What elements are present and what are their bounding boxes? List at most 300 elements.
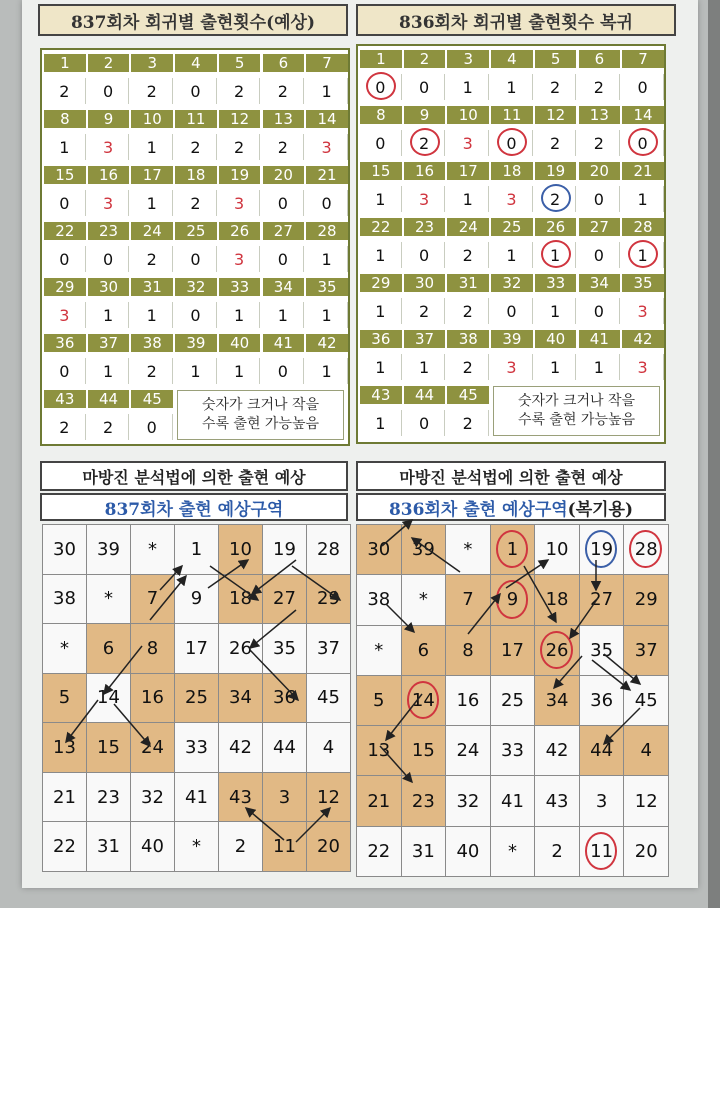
count-value: 2 (219, 78, 261, 104)
number-header: 13 (263, 110, 305, 128)
count-value: 3 (622, 298, 664, 324)
magic-cell: 25 (174, 673, 219, 724)
magic-cell: 23 (401, 775, 447, 826)
number-header: 40 (219, 334, 261, 352)
magic-cell: 24 (445, 725, 491, 776)
count-value: 1 (131, 302, 173, 328)
magic-cell: * (174, 821, 219, 872)
magic-cell: 36 (262, 673, 307, 724)
count-value: 3 (219, 246, 261, 272)
arrow-line (104, 646, 142, 694)
count-value: 1 (491, 242, 533, 268)
number-header: 2 (404, 50, 446, 68)
magic-cell: * (130, 524, 175, 575)
number-header: 16 (88, 166, 130, 184)
magic-cell: 33 (174, 722, 219, 773)
magic-cell: 37 (306, 623, 351, 674)
magic-cell: 10 (534, 524, 580, 575)
count-value: 3 (44, 302, 86, 328)
count-value: 1 (535, 298, 577, 324)
magic-cell: 39 (401, 524, 447, 575)
number-header: 19 (219, 166, 261, 184)
magic-cell: 25 (490, 675, 536, 726)
count-value: 2 (447, 354, 489, 380)
magic-cell: * (401, 574, 447, 625)
count-value: 3 (491, 354, 533, 380)
count-value: 1 (131, 190, 173, 216)
arrow-line (292, 566, 340, 600)
count-value: 2 (447, 242, 489, 268)
count-value: 1 (360, 242, 402, 268)
count-value: 1 (360, 298, 402, 324)
count-value: 2 (404, 130, 446, 156)
count-value: 0 (263, 190, 305, 216)
arrow-line (114, 704, 150, 746)
arrow-line (554, 656, 582, 688)
magic-cell: 2 (534, 826, 580, 877)
count-value: 0 (131, 414, 173, 440)
number-header: 5 (219, 54, 261, 72)
magic-cell: 40 (445, 826, 491, 877)
number-header: 23 (404, 218, 446, 236)
count-value: 0 (44, 358, 86, 384)
count-value: 1 (219, 358, 261, 384)
count-value: 0 (44, 190, 86, 216)
number-header: 7 (622, 50, 664, 68)
count-value: 2 (88, 414, 130, 440)
count-value: 0 (579, 186, 621, 212)
magic-cell: 1 (490, 524, 536, 575)
count-value: 3 (404, 186, 446, 212)
count-value: 1 (491, 74, 533, 100)
magic-cell: 7 (130, 574, 175, 625)
magic-cell: 7 (445, 574, 491, 625)
count-value: 3 (88, 190, 130, 216)
magic-cell: 42 (534, 725, 580, 776)
number-header: 44 (404, 386, 446, 404)
magic-cell: 26 (218, 623, 263, 674)
number-header: 38 (447, 330, 489, 348)
count-value: 0 (175, 78, 217, 104)
count-value: 0 (175, 302, 217, 328)
right-magic-subtitle-tail: (복기용) (567, 499, 634, 520)
magic-cell: 18 (218, 574, 263, 625)
number-header: 25 (491, 218, 533, 236)
magic-cell: 28 (306, 524, 351, 575)
number-header: 2 (88, 54, 130, 72)
count-value: 0 (263, 358, 305, 384)
magic-cell: 9 (490, 574, 536, 625)
number-header: 41 (579, 330, 621, 348)
number-header: 45 (131, 390, 173, 408)
count-value: 0 (622, 74, 664, 100)
count-value: 0 (404, 74, 446, 100)
number-header: 7 (306, 54, 348, 72)
arrow-line (250, 650, 298, 700)
magic-cell: 22 (42, 821, 87, 872)
number-header: 43 (44, 390, 86, 408)
count-value: 2 (535, 186, 577, 212)
count-value: 2 (535, 130, 577, 156)
count-value: 1 (306, 302, 348, 328)
magic-cell: 39 (86, 524, 131, 575)
count-value: 1 (447, 186, 489, 212)
count-value: 0 (88, 246, 130, 272)
count-value: 0 (306, 190, 348, 216)
number-header: 39 (491, 330, 533, 348)
count-value: 3 (447, 130, 489, 156)
magic-cell: 19 (579, 524, 625, 575)
arrow-line (382, 520, 412, 546)
count-value: 3 (219, 190, 261, 216)
number-header: 21 (306, 166, 348, 184)
magic-cell: 33 (490, 725, 536, 776)
number-header: 6 (263, 54, 305, 72)
number-header: 36 (44, 334, 86, 352)
count-value: 1 (219, 302, 261, 328)
magic-cell: 36 (579, 675, 625, 726)
number-header: 34 (263, 278, 305, 296)
number-header: 38 (131, 334, 173, 352)
magic-cell: 38 (356, 574, 402, 625)
number-header: 33 (535, 274, 577, 292)
magic-cell: 37 (623, 625, 669, 676)
number-header: 4 (491, 50, 533, 68)
number-header: 5 (535, 50, 577, 68)
magic-cell: 12 (306, 772, 351, 823)
number-header: 37 (88, 334, 130, 352)
number-header: 8 (360, 106, 402, 124)
magic-cell: 1 (174, 524, 219, 575)
number-header: 26 (219, 222, 261, 240)
arrow-line (208, 560, 248, 588)
count-value: 0 (44, 246, 86, 272)
note-line-2: 수록 출현 가능높음 (201, 416, 320, 432)
number-header: 1 (44, 54, 86, 72)
count-value: 1 (535, 242, 577, 268)
right-magic-title: 마방진 분석법에 의한 출현 예상 (356, 461, 666, 491)
arrow-line (468, 594, 500, 634)
count-value: 0 (404, 242, 446, 268)
magic-cell: 22 (356, 826, 402, 877)
number-header: 3 (447, 50, 489, 68)
magic-cell: 42 (218, 722, 263, 773)
count-value: 2 (404, 298, 446, 324)
count-value: 0 (579, 298, 621, 324)
number-header: 42 (622, 330, 664, 348)
number-header: 35 (622, 274, 664, 292)
number-header: 10 (131, 110, 173, 128)
number-header: 4 (175, 54, 217, 72)
count-value: 2 (447, 298, 489, 324)
magic-cell: 28 (623, 524, 669, 575)
magic-cell: 38 (42, 574, 87, 625)
magic-cell: 3 (579, 775, 625, 826)
number-header: 22 (44, 222, 86, 240)
count-value: 1 (131, 134, 173, 160)
count-value: 1 (360, 354, 402, 380)
number-header: 31 (131, 278, 173, 296)
arrow-line (380, 746, 412, 782)
count-value: 3 (622, 354, 664, 380)
number-header: 35 (306, 278, 348, 296)
magic-cell: 21 (356, 775, 402, 826)
count-value: 2 (131, 246, 173, 272)
number-header: 14 (306, 110, 348, 128)
number-header: 13 (579, 106, 621, 124)
arrow-line (150, 576, 186, 620)
count-value: 2 (219, 134, 261, 160)
number-header: 36 (360, 330, 402, 348)
magic-cell: 26 (534, 625, 580, 676)
count-value: 2 (579, 130, 621, 156)
count-value: 3 (88, 134, 130, 160)
number-header: 11 (175, 110, 217, 128)
number-header: 14 (622, 106, 664, 124)
count-value: 1 (579, 354, 621, 380)
note-line-1: 숫자가 크거나 작을 (517, 393, 636, 409)
arrow-line (592, 660, 630, 690)
magic-cell: 10 (218, 524, 263, 575)
right-magic-subtitle-main: 836회차 출현 예상구역 (388, 499, 568, 520)
count-value: 0 (491, 130, 533, 156)
magic-cell: 9 (174, 574, 219, 625)
number-header: 10 (447, 106, 489, 124)
number-header: 17 (131, 166, 173, 184)
count-value: 0 (404, 410, 446, 436)
magic-cell: 29 (623, 574, 669, 625)
magic-cell: 8 (130, 623, 175, 674)
number-header: 31 (447, 274, 489, 292)
count-value: 2 (175, 134, 217, 160)
count-value: 2 (263, 134, 305, 160)
magic-cell: 20 (623, 826, 669, 877)
magic-cell: 41 (174, 772, 219, 823)
count-value: 0 (360, 74, 402, 100)
number-header: 1 (360, 50, 402, 68)
count-value: 3 (306, 134, 348, 160)
magic-cell: 17 (174, 623, 219, 674)
magic-cell: 3 (262, 772, 307, 823)
arrow-line (524, 566, 556, 622)
count-value: 0 (88, 78, 130, 104)
number-header: 18 (175, 166, 217, 184)
number-header: 16 (404, 162, 446, 180)
magic-cell: 14 (401, 675, 447, 726)
number-header: 42 (306, 334, 348, 352)
number-header: 8 (44, 110, 86, 128)
number-header: 32 (175, 278, 217, 296)
magic-cell: 44 (262, 722, 307, 773)
number-header: 26 (535, 218, 577, 236)
number-header: 28 (622, 218, 664, 236)
magic-cell: 32 (445, 775, 491, 826)
magic-cell: 43 (534, 775, 580, 826)
count-value: 1 (263, 302, 305, 328)
magic-cell: 41 (490, 775, 536, 826)
count-value: 1 (404, 354, 446, 380)
count-value: 0 (491, 298, 533, 324)
number-header: 18 (491, 162, 533, 180)
left-magic-subtitle: 837회차 출현 예상구역 (40, 493, 348, 521)
count-value: 1 (622, 186, 664, 212)
number-header: 39 (175, 334, 217, 352)
count-value: 1 (306, 78, 348, 104)
left-magic-title: 마방진 분석법에 의한 출현 예상 (40, 461, 348, 491)
number-header: 12 (219, 110, 261, 128)
magic-cell: 15 (86, 722, 131, 773)
magic-cell: 4 (623, 725, 669, 776)
magic-cell: 11 (579, 826, 625, 877)
count-value: 2 (175, 190, 217, 216)
magic-cell: 35 (579, 625, 625, 676)
left-top-title: 837회차 회귀별 출현횟수(예상) (38, 4, 348, 36)
magic-cell: 6 (86, 623, 131, 674)
arrow-line (250, 610, 296, 648)
count-value: 2 (131, 358, 173, 384)
magic-cell: 12 (623, 775, 669, 826)
magic-cell: 31 (86, 821, 131, 872)
magic-cell: 18 (534, 574, 580, 625)
number-header: 15 (44, 166, 86, 184)
number-header: 23 (88, 222, 130, 240)
magic-cell: 27 (262, 574, 307, 625)
magic-cell: 30 (356, 524, 402, 575)
number-header: 30 (88, 278, 130, 296)
number-header: 19 (535, 162, 577, 180)
number-header: 21 (622, 162, 664, 180)
count-value: 2 (44, 414, 86, 440)
magic-cell: 34 (218, 673, 263, 724)
number-header: 43 (360, 386, 402, 404)
number-header: 34 (579, 274, 621, 292)
count-value: 1 (360, 410, 402, 436)
magic-cell: 32 (130, 772, 175, 823)
magic-cell: 13 (42, 722, 87, 773)
number-header: 41 (263, 334, 305, 352)
number-header: 17 (447, 162, 489, 180)
number-header: 29 (360, 274, 402, 292)
number-header: 28 (306, 222, 348, 240)
count-value: 2 (263, 78, 305, 104)
count-value: 1 (447, 74, 489, 100)
arrow-line (570, 598, 598, 638)
arrow-line (296, 808, 330, 842)
number-header: 6 (579, 50, 621, 68)
magic-cell: 35 (262, 623, 307, 674)
count-value: 0 (360, 130, 402, 156)
arrow-line (604, 708, 640, 744)
magic-cell: 2 (218, 821, 263, 872)
magic-cell: 45 (306, 673, 351, 724)
count-value: 0 (579, 242, 621, 268)
magic-cell: 16 (445, 675, 491, 726)
arrow-line (210, 566, 258, 600)
number-header: 24 (131, 222, 173, 240)
number-header: 27 (579, 218, 621, 236)
number-header: 25 (175, 222, 217, 240)
count-value: 1 (88, 358, 130, 384)
count-value: 1 (306, 358, 348, 384)
arrow-line (604, 654, 640, 684)
count-value: 1 (622, 242, 664, 268)
magic-cell: 20 (306, 821, 351, 872)
count-value: 1 (360, 186, 402, 212)
magic-cell: 29 (306, 574, 351, 625)
magic-cell: 24 (130, 722, 175, 773)
number-header: 11 (491, 106, 533, 124)
magic-cell: 14 (86, 673, 131, 724)
magic-cell: 40 (130, 821, 175, 872)
magic-cell: 8 (445, 625, 491, 676)
number-header: 29 (44, 278, 86, 296)
arrow-line (160, 566, 182, 590)
magic-cell: 21 (42, 772, 87, 823)
magic-cell: 45 (623, 675, 669, 726)
magic-cell: 31 (401, 826, 447, 877)
magic-cell: 17 (490, 625, 536, 676)
magic-cell: 6 (401, 625, 447, 676)
count-value: 0 (175, 246, 217, 272)
magic-cell: 44 (579, 725, 625, 776)
magic-cell: 5 (356, 675, 402, 726)
number-header: 40 (535, 330, 577, 348)
number-header: 44 (88, 390, 130, 408)
magic-cell: * (86, 574, 131, 625)
number-header: 20 (263, 166, 305, 184)
count-value: 1 (88, 302, 130, 328)
arrow-line (252, 560, 296, 594)
magic-cell: * (445, 524, 491, 575)
magic-cell: * (356, 625, 402, 676)
magic-cell: 11 (262, 821, 307, 872)
magic-cell: * (490, 826, 536, 877)
arrow-line (66, 700, 98, 742)
count-value: 0 (622, 130, 664, 156)
number-header: 3 (131, 54, 173, 72)
arrow-line (246, 808, 284, 840)
magic-cell: 15 (401, 725, 447, 776)
magic-cell: 16 (130, 673, 175, 724)
count-value: 0 (263, 246, 305, 272)
arrow-line (412, 538, 460, 572)
number-header: 9 (88, 110, 130, 128)
number-header: 20 (579, 162, 621, 180)
number-header: 33 (219, 278, 261, 296)
count-value: 1 (44, 134, 86, 160)
number-header: 27 (263, 222, 305, 240)
count-value: 1 (535, 354, 577, 380)
number-header: 24 (447, 218, 489, 236)
magic-cell: 30 (42, 524, 87, 575)
right-top-title: 836회차 회귀별 출현횟수 복귀 (356, 4, 676, 36)
magic-cell: 27 (579, 574, 625, 625)
note-line-2: 수록 출현 가능높음 (517, 412, 636, 428)
count-value: 1 (306, 246, 348, 272)
count-value: 2 (535, 74, 577, 100)
number-header: 9 (404, 106, 446, 124)
magic-cell: 34 (534, 675, 580, 726)
count-value: 2 (447, 410, 489, 436)
magic-cell: 23 (86, 772, 131, 823)
count-value: 2 (131, 78, 173, 104)
number-header: 22 (360, 218, 402, 236)
magic-cell: 5 (42, 673, 87, 724)
count-value: 2 (44, 78, 86, 104)
arrow-line (386, 604, 414, 632)
note-line-1: 숫자가 크거나 작을 (201, 397, 320, 413)
number-header: 12 (535, 106, 577, 124)
